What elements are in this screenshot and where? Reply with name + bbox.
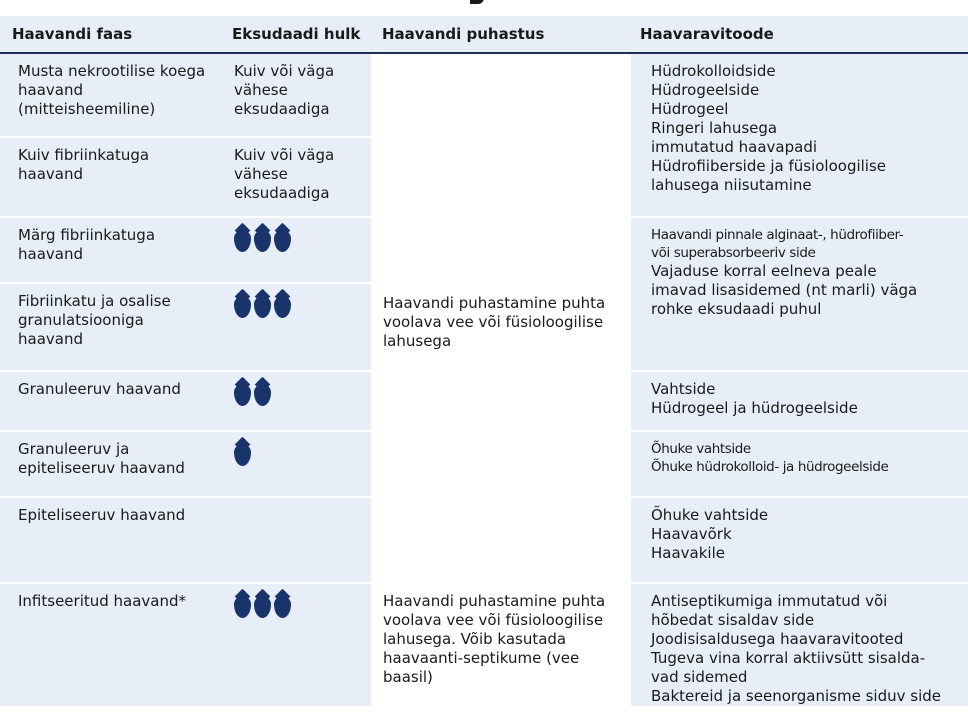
dressing-item: immutatud haavapadi (651, 138, 818, 156)
phase-cell: Granuleeruv haavand (0, 371, 222, 431)
dressing-item: rohke eksudaadi puhul (651, 300, 822, 318)
exudate-drops (234, 506, 361, 510)
exudate-cell (222, 371, 372, 431)
dressing-item: Vahtside (651, 380, 716, 398)
dressing-cell (630, 53, 968, 217)
dressing-cell (630, 583, 968, 707)
water-drop-icon (254, 230, 271, 252)
water-drop-icon (254, 384, 271, 406)
dressing-item: imavad lisasidemed (nt marli) väga (651, 281, 918, 299)
water-drop-icon (254, 596, 271, 618)
exudate-cell: Kuiv või väga vähese eksudaadiga (222, 137, 372, 217)
dressing-item: Tugeva vina korral aktiivsütt sisalda- (651, 649, 926, 667)
header-phase: Haavandi faas (0, 16, 222, 53)
water-drop-icon (234, 230, 251, 252)
cropped-glyph (470, 0, 484, 4)
exudate-cell: Kuiv või väga vähese eksudaadiga (222, 53, 372, 137)
water-drop-icon (234, 384, 251, 406)
dressing-list (651, 440, 958, 476)
exudate-cell (222, 283, 372, 371)
dressing-item: Joodisisaldusega haavaravitooted (651, 630, 904, 648)
water-drop-icon (234, 444, 251, 466)
header-cleaning: Haavandi puhastus (372, 16, 630, 53)
dressing-item: Õhuke vahtside (651, 506, 769, 524)
dressing-cell (630, 217, 968, 371)
dressing-list (651, 506, 958, 563)
phase-cell: Epiteliseeruv haavand (0, 497, 222, 583)
dressing-item: Ringeri lahusega (651, 119, 778, 137)
dressing-cell (630, 371, 968, 431)
dressing-list (651, 62, 958, 195)
water-drop-icon (234, 596, 251, 618)
exudate-drops (234, 592, 361, 618)
phase-cell: Musta nekrootilise koega haavand (mitteisheemiline) (0, 53, 222, 137)
table-row (0, 53, 968, 137)
dressing-item: või superabsorbeeriv side (651, 245, 816, 261)
dressing-item: Baktereid ja seenorganisme siduv side (651, 687, 941, 705)
dressing-item: Hüdrogeel (651, 100, 729, 118)
exudate-drops (234, 380, 361, 406)
dressing-item: lahusega niisutamine (651, 176, 812, 194)
exudate-cell (222, 497, 372, 583)
dressing-list (651, 380, 958, 418)
exudate-drops (234, 292, 361, 318)
table-row (0, 583, 968, 707)
exudate-cell (222, 583, 372, 707)
exudate-drops (234, 440, 361, 466)
dressing-item: Hüdrogeel ja hüdrogeelside (651, 399, 858, 417)
header-row (0, 16, 968, 53)
cleaning-text: Haavandi puhastamine puhta voolava vee või füsioloogilise lahusega (383, 293, 606, 350)
phase-cell: Infitseeritud haavand* (0, 583, 222, 707)
water-drop-icon (254, 296, 271, 318)
exudate-drops (234, 226, 361, 252)
cleaning-cell (372, 583, 630, 707)
dressing-item: Antiseptikumiga immutatud või (651, 592, 888, 610)
dressing-list (651, 592, 958, 706)
phase-cell: Kuiv fibriinkatuga haavand (0, 137, 222, 217)
dressing-cell (630, 431, 968, 497)
water-drop-icon (274, 230, 291, 252)
water-drop-icon (274, 596, 291, 618)
dressing-item: Hüdrofiiberside ja füsioloogilise (651, 157, 887, 175)
dressing-item: Õhuke hüdrokolloid- ja hüdrogeelside (651, 459, 889, 475)
wound-care-table (0, 16, 968, 708)
dressing-cell (630, 497, 968, 583)
dressing-item: Haavandi pinnale alginaat-, hüdrofiiber- (651, 227, 904, 243)
dressing-item: Õhuke vahtside (651, 441, 751, 457)
dressing-item: Haavakile (651, 544, 725, 562)
phase-cell: Granuleeruv ja epiteliseeruv haavand (0, 431, 222, 497)
exudate-cell (222, 431, 372, 497)
exudate-cell (222, 217, 372, 283)
phase-cell: Märg fibriinkatuga haavand (0, 217, 222, 283)
header-exudate: Eksudaadi hulk (222, 16, 372, 53)
dressing-item: Hüdrogeelside (651, 81, 760, 99)
dressing-list (651, 226, 958, 319)
dressing-item: Vajaduse korral eelneva peale (651, 262, 877, 280)
phase-cell: Fibriinkatu ja osalise granulatsiooniga haavand (0, 283, 222, 371)
dressing-item: hõbedat sisaldav side (651, 611, 815, 629)
header-dressing: Haavaravitoode (630, 16, 968, 53)
water-drop-icon (234, 296, 251, 318)
cleaning-cell (372, 53, 630, 583)
dressing-item: vad sidemed (651, 668, 748, 686)
cleaning-text: Haavandi puhastamine puhta voolava vee või füsioloogilise lahusega. Võib kasutada haavaanti-septikume (vee baasil) (383, 592, 606, 686)
dressing-item: Hüdrokolloidside (651, 62, 776, 80)
dressing-item: Haavavõrk (651, 525, 732, 543)
water-drop-icon (274, 296, 291, 318)
